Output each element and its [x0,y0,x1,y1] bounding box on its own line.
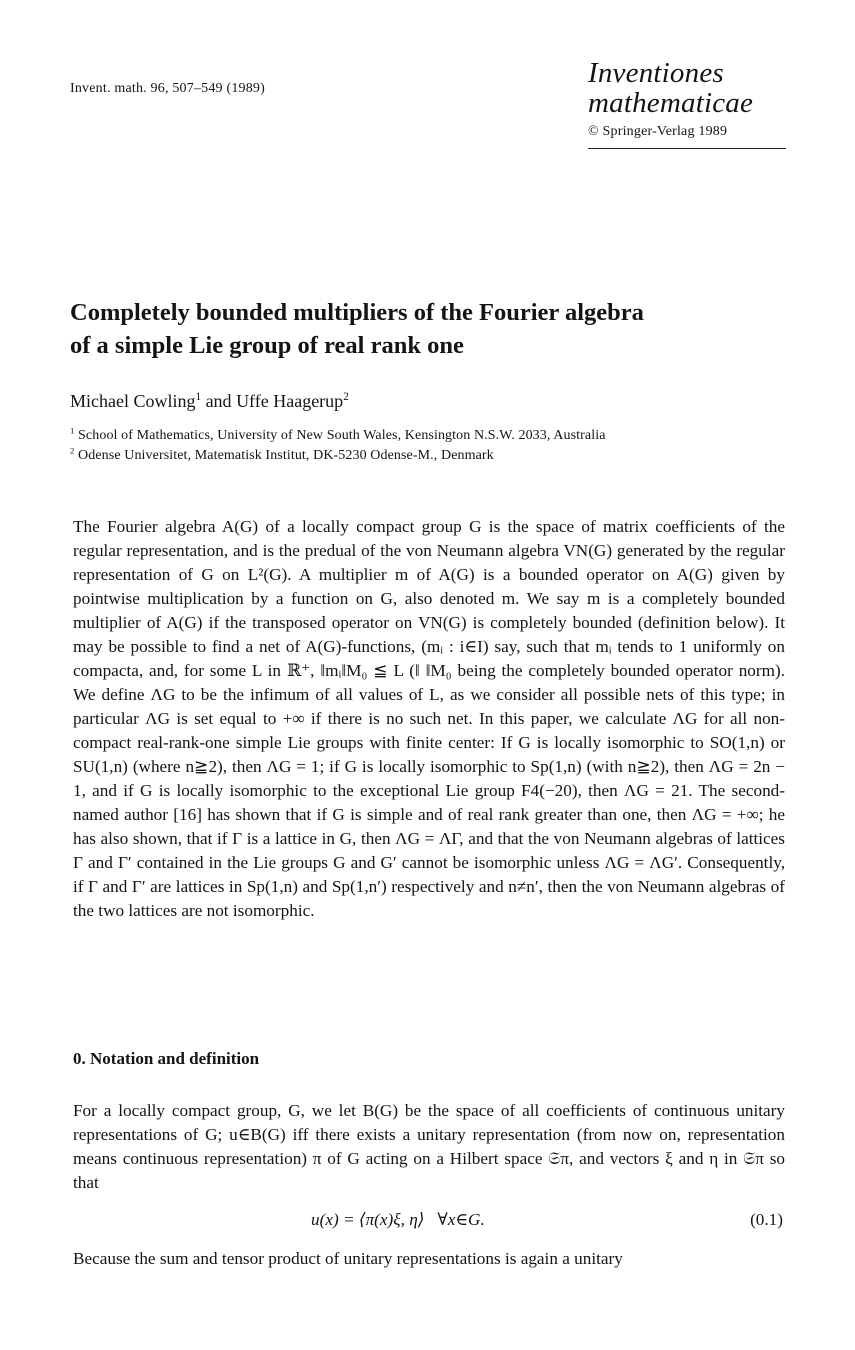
author-connector: and [201,391,237,411]
affiliation-marker: 1 [195,391,202,403]
masthead-rule [588,148,786,149]
title-line-2: of a simple Lie group of real rank one [70,332,464,359]
journal-masthead [588,58,788,149]
abstract-paragraph: The Fourier algebra A(G) of a locally compact group G is the space of matrix coefficients of the regular representation, and is the predual of the von Neumann algebra VN(G) generated by the regular representation of G on L²(G). A multiplier m of A(G) is a bounded operator on A(G) given by pointwise multiplication by a function on G, also denoted m. We say m is a completely bounded multiplier of A(G) if the transposed operator on VN(G) is completely bounded (definition below). It may be possible to find a net of A(G)-functions, (mᵢ : i∈I) say, such that mᵢ tends to 1 uniformly on compacta, and, for some L in ℝ⁺, ‖mᵢ‖M₀ ≦ L (‖ ‖M₀ being the completely bounded operator norm). We define ΛG to be the infimum of all values of L, as we consider all possible nets of this type; in particular ΛG is set equal to +∞ if there is no such net. In this paper, we calculate ΛG for all non-compact real-rank-one simple Lie groups with finite center: If G is locally isomorphic to SO(1,n) or SU(1,n) (where n≧2), then ΛG = 1; if G is locally isomorphic to Sp(1,n) (with n≧2), then ΛG = 2n − 1, and if G is locally isomorphic to the exceptional Lie group F4(−20), then ΛG = 21. The second-named author [16] has shown that if G is simple and of real rank greater than one, then ΛG = +∞; he has also shown, that if Γ is a lattice in G, then ΛG = ΛΓ, and that the von Neumann algebras of lattices Γ and Γ′ contained in the Lie groups G and G′ cannot be isomorphic unless ΛG = ΛG′. Consequently, if Γ and Γ′ are lattices in Sp(1,n) and Sp(1,n′) respectively and n≠n′, then the von Neumann algebras of the two lattices are not isomorphic. [73,517,785,920]
journal-title-line1: Inventiones [588,57,724,89]
journal-title-line2: mathematicae [588,87,754,119]
copyright-notice: © Springer-Verlag 1989 [588,124,728,139]
author-name: Michael Cowling [70,391,196,411]
title-line-1: Completely bounded multipliers of the Fourier algebra [70,299,644,326]
affiliation [70,425,606,444]
affiliation-marker: 2 [70,445,75,456]
body-paragraph: Because the sum and tensor product of unitary representations is again a unitary [73,1249,623,1268]
author-name: Uffe Haagerup [236,391,344,411]
affiliation-text: School of Mathematics, University of New South Wales, Kensington N.S.W. 2033, Australia [78,428,606,443]
affiliation [70,445,494,464]
affiliation-marker: 1 [70,425,75,436]
affiliation-marker: 2 [343,391,349,403]
journal-citation: Invent. math. 96, 507–549 (1989) [70,81,265,96]
author-list [70,391,349,412]
equation-number: (0.1) [750,1210,783,1229]
body-paragraph: For a locally compact group, G, we let B(G) be the space of all coefficients of continuous unitary representations of G; u∈B(G) iff there exists a unitary representation (from now on, representation means continuous representation) π of G acting on a Hilbert space 𝔖π, and vectors ξ and η in 𝔖π so that [73,1101,785,1192]
display-equation [73,1210,785,1236]
section-heading: 0. Notation and definition [73,1049,260,1068]
equation-expression: u(x) = ⟨π(x)ξ, η⟩ ∀x∈G. [311,1210,485,1229]
affiliation-text: Odense Universitet, Matematisk Institut, DK-5230 Odense-M., Denmark [78,448,494,463]
paper-title [70,296,790,362]
